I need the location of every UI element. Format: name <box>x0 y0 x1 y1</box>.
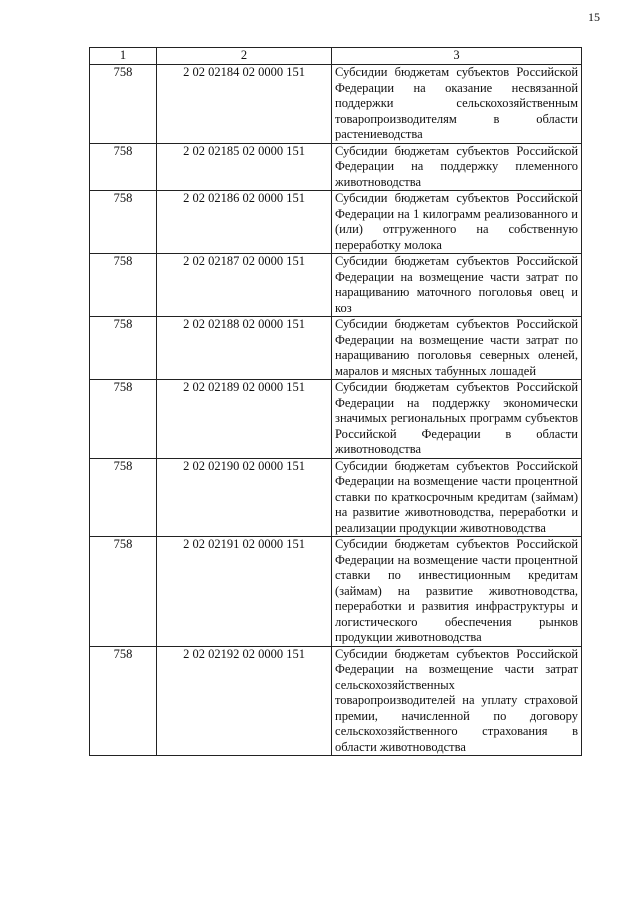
revenue-name-line: продукции животноводства <box>335 630 482 644</box>
revenue-name-line: поголовья северных оленей, маралов и <box>335 348 578 378</box>
revenue-name-line: краткосрочным кредитам (займам) на <box>335 489 578 519</box>
revenue-name-line: Субсидии бюджетам субъектов <box>335 254 510 268</box>
revenue-name-line: части затрат по наращиванию <box>335 332 578 362</box>
table-body <box>90 65 582 756</box>
budget-code-cell: 2 02 02185 02 0000 151 <box>157 143 332 191</box>
table-row <box>90 380 582 459</box>
revenue-name-cell <box>332 380 582 459</box>
table-row <box>90 191 582 254</box>
revenue-name-line: экономически значимых региональных <box>335 395 578 425</box>
revenue-name-line: Российской Федерации на возмещение <box>335 254 579 284</box>
revenue-name-line: и развития инфраструктуры и <box>408 599 578 613</box>
revenue-name-cell <box>332 646 582 756</box>
revenue-name-cell <box>332 254 582 317</box>
revenue-name-line: Российской Федерации на возмещение <box>335 646 579 676</box>
revenue-name-line: страхования в области животноводства <box>335 724 578 754</box>
revenue-name-line: логистического обеспечения рынков <box>335 614 578 629</box>
revenue-name-cell <box>332 65 582 144</box>
revenue-name-line: Российской Федерации на поддержку <box>335 143 579 173</box>
revenue-name-line: растениеводства <box>335 127 423 141</box>
revenue-name-line: Российской Федерации на возмещение <box>335 317 579 347</box>
revenue-name-line: племенного животноводства <box>335 159 579 189</box>
column-header-3: 3 <box>332 48 582 65</box>
revenue-name-line: Субсидии бюджетам субъектов <box>335 537 510 551</box>
revenue-name-line: договору сельскохозяйственного <box>335 708 578 738</box>
budget-code-cell: 2 02 02187 02 0000 151 <box>157 254 332 317</box>
revenue-name-line: Субсидии бюджетам субъектов <box>335 143 510 158</box>
revenue-name-line: товаропроизводителям в области <box>335 111 578 126</box>
revenue-name-line: Субсидии бюджетам субъектов <box>335 65 510 79</box>
admin-code-cell: 758 <box>90 191 157 254</box>
revenue-name-line: Российской Федерации на оказание <box>335 65 579 95</box>
revenue-name-line: части процентной ставки по <box>335 474 578 504</box>
revenue-name-line: Российской Федерации на возмещение <box>335 458 579 488</box>
revenue-name-line: Субсидии бюджетам субъектов <box>335 646 510 661</box>
revenue-name-line: на собственную переработку молока <box>335 222 578 252</box>
table-row <box>90 254 582 317</box>
column-header-1: 1 <box>90 48 157 65</box>
revenue-name-line: и реализации продукции <box>335 505 579 535</box>
revenue-name-line: несвязанной поддержки <box>335 80 579 110</box>
admin-code-cell: 758 <box>90 537 157 647</box>
revenue-name-line: Российской Федерации на возмещение <box>335 537 579 567</box>
column-header-2: 2 <box>157 48 332 65</box>
revenue-name-line: части затрат по наращиванию <box>335 269 578 299</box>
revenue-name-cell <box>332 537 582 647</box>
table-row <box>90 317 582 380</box>
revenue-name-line: Субсидии бюджетам субъектов <box>335 191 510 205</box>
revenue-name-line: Субсидии бюджетам субъектов <box>335 380 510 394</box>
admin-code-cell: 758 <box>90 143 157 191</box>
budget-code-cell: 2 02 02188 02 0000 151 <box>157 317 332 380</box>
revenue-name-cell <box>332 143 582 191</box>
budget-classification-table <box>89 47 582 756</box>
revenue-name-line: маточного поголовья овец и коз <box>335 285 578 315</box>
revenue-name-line: программ субъектов Российской <box>335 411 578 441</box>
revenue-name-line: Субсидии бюджетам субъектов <box>335 458 510 473</box>
admin-code-cell: 758 <box>90 646 157 756</box>
revenue-name-line: страховой премии, начисленной по <box>335 693 578 723</box>
table-row <box>90 65 582 144</box>
revenue-name-line: сельскохозяйственным <box>456 96 578 110</box>
budget-code-cell: 2 02 02192 02 0000 151 <box>157 646 332 756</box>
admin-code-cell: 758 <box>90 317 157 380</box>
revenue-name-line: товаропроизводителей на уплату <box>335 693 518 707</box>
page-number: 15 <box>588 10 600 24</box>
table-row <box>90 646 582 756</box>
revenue-name-line: Российской Федерации на поддержку <box>335 380 579 410</box>
budget-code-cell: 2 02 02190 02 0000 151 <box>157 458 332 537</box>
revenue-name-cell <box>332 458 582 537</box>
table-row <box>90 143 582 191</box>
admin-code-cell: 758 <box>90 254 157 317</box>
revenue-name-cell <box>332 317 582 380</box>
table-row <box>90 458 582 537</box>
table-header-row <box>90 48 582 65</box>
revenue-name-line: животноводства <box>459 520 546 535</box>
admin-code-cell: 758 <box>90 65 157 144</box>
revenue-name-line: реализованного и (или) отгруженного <box>335 206 578 236</box>
revenue-name-line: Российской Федерации на 1 килограмм <box>335 191 579 221</box>
budget-code-cell: 2 02 02186 02 0000 151 <box>157 191 332 254</box>
revenue-name-line: развитие животноводства, переработки <box>352 505 566 519</box>
revenue-name-line: Субсидии бюджетам субъектов <box>335 317 510 331</box>
revenue-name-cell <box>332 191 582 254</box>
admin-code-cell: 758 <box>90 458 157 537</box>
revenue-name-line: инвестиционным кредитам (займам) на <box>335 568 578 598</box>
revenue-name-line: развитие животноводства, переработки <box>335 583 578 613</box>
revenue-name-line: части затрат сельскохозяйственных <box>335 662 579 692</box>
admin-code-cell: 758 <box>90 380 157 459</box>
budget-code-cell: 2 02 02184 02 0000 151 <box>157 65 332 144</box>
revenue-name-line: мясных табунных лошадей <box>391 363 537 378</box>
revenue-name-line: части процентной ставки по <box>335 552 578 582</box>
budget-code-cell: 2 02 02191 02 0000 151 <box>157 537 332 647</box>
table-row <box>90 537 582 647</box>
budget-code-cell: 2 02 02189 02 0000 151 <box>157 380 332 459</box>
revenue-name-line: Федерации в области животноводства <box>335 426 578 456</box>
